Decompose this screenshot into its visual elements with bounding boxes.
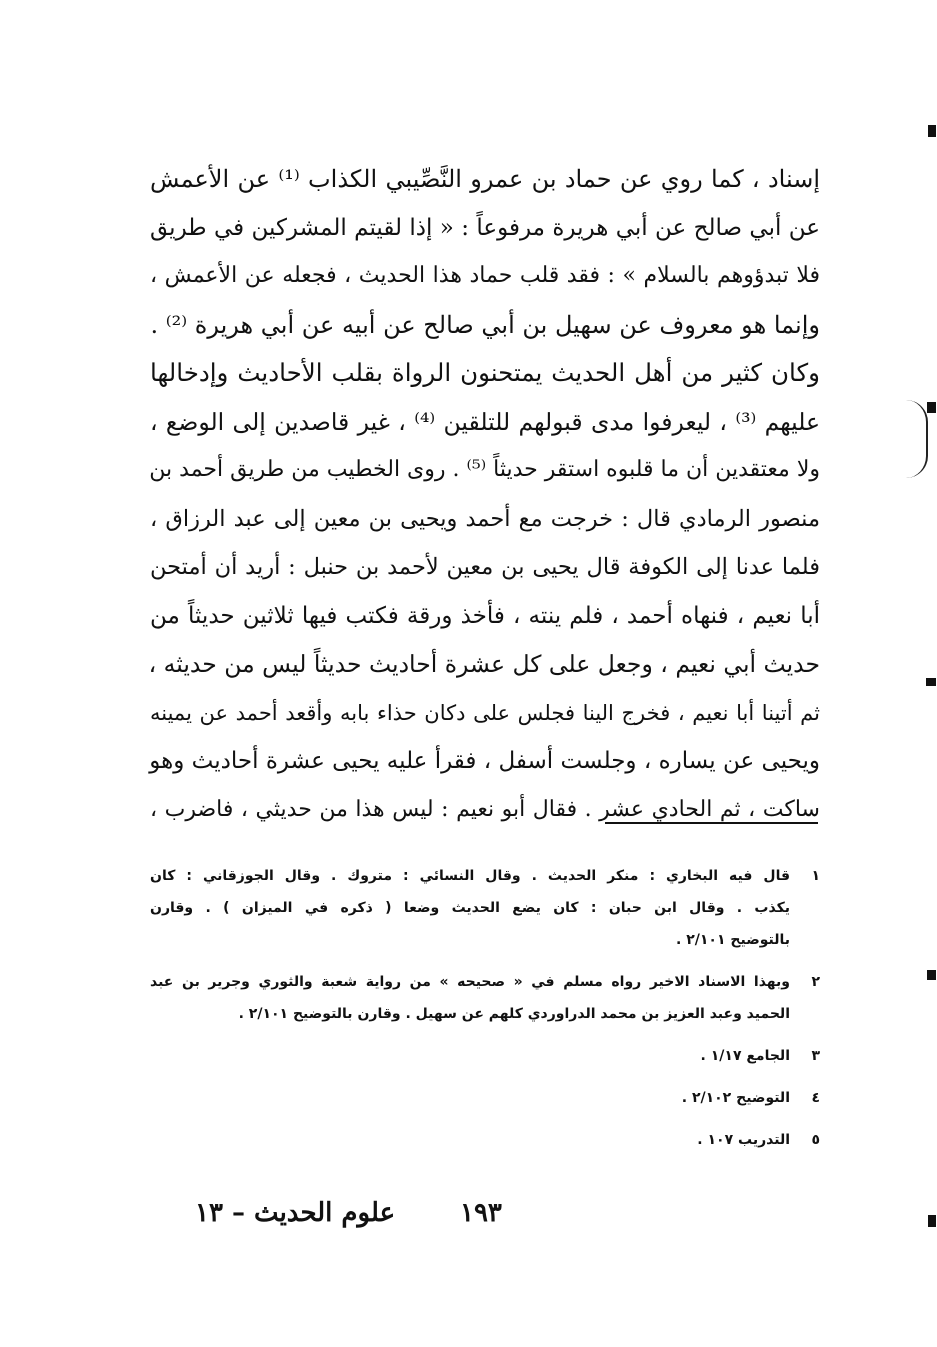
text-line: فلا تبدؤوهم بالسلام » : فقد قلب حماد هذا الحديث ، فجعله عن الأعمش ، xyxy=(150,263,820,288)
scan-edge-mark xyxy=(928,125,936,137)
book-title: علوم الحديث – ١٣ xyxy=(195,1198,396,1228)
footnote-separator xyxy=(605,822,818,824)
footnote-number: ٤ xyxy=(811,1090,820,1106)
footnote-line: قال فيه البخاري : منكر الحديث . وقال النسائي : متروك . وقال الجوزقاني : كان xyxy=(150,868,790,884)
footnote-line: بالتوضيح ٢/١٠١ . xyxy=(676,932,790,948)
footnote xyxy=(150,1082,820,1114)
text-line: وكان كثير من أهل الحديث يمتحنون الرواة بقلب الأحاديث وإدخالها xyxy=(150,358,820,387)
text-line: وإنما هو معروف عن سهيل بن أبي صالح عن أبيه عن أبي هريرة ⁽²⁾ . xyxy=(150,310,820,339)
text-line: عن أبي صالح عن أبي هريرة مرفوعاً : « إذا لقيتم المشركين في طريق xyxy=(150,214,820,241)
page-footer xyxy=(150,1198,820,1238)
footnote-number: ٣ xyxy=(811,1048,820,1064)
text-line: ويحيى عن يساره ، وجلست أسفل ، فقرأ عليه يحيى عشرة أحاديث وهو xyxy=(149,748,820,774)
text-line: فلما عدنا إلى الكوفة قال يحيى بن معين لأحمد بن حنبل : أريد أن أمتحن xyxy=(150,554,820,580)
text-line: أبا نعيم ، فنهاه أحمد ، فلم ينته ، فأخذ ورقة فكتب فيها ثلاثين حديثاً من xyxy=(150,602,820,629)
footnote-number: ١ xyxy=(811,868,820,884)
footnote-number: ٥ xyxy=(811,1132,820,1148)
footnote xyxy=(150,1124,820,1156)
text-line: ثم أتينا أبا نعيم ، فخرج الينا فجلس على دكان حذاء بابه وأقعد أحمد عن يمينه xyxy=(150,700,820,725)
footnote-line: الحميد وعبد العزيز بن محمد الدراوردي كلهم عن سهيل . وقارن بالتوضيح ٢/١٠١ . xyxy=(238,1006,790,1022)
footnote-line: التدريب ١٠٧ . xyxy=(697,1132,790,1148)
main-text xyxy=(150,155,820,834)
text-line: منصور الرمادي قال : خرجت مع أحمد ويحيى بن معين إلى عبد الرزاق ، xyxy=(150,505,820,532)
footnote-line: التوضيح ٢/١٠٢ . xyxy=(681,1090,790,1106)
scan-edge-mark xyxy=(928,1215,936,1227)
footnote-line: وبهذا الاسناد الاخير رواه مسلم في « صحيحه » من رواية شعبة والثوري وجرير بن عبد xyxy=(150,974,790,990)
scan-edge-mark xyxy=(926,678,936,686)
text-line: ولا معتقدين أن ما قلبوه استقر حديثاً ⁽⁵⁾ . روى الخطيب من طريق أحمد بن xyxy=(149,457,820,482)
footnote xyxy=(150,1040,820,1072)
footnote xyxy=(150,966,820,1030)
text-line: ساكت ، ثم الحادي عشر . فقال أبو نعيم : ليس هذا من حديثي ، فاضرب ، xyxy=(150,796,820,822)
text-line: حديث أبي نعيم ، وجعل على كل عشرة أحاديث حديثاً ليس من حديثه ، xyxy=(148,650,820,678)
page-number: ١٩٣ xyxy=(460,1198,502,1228)
margin-bracket xyxy=(906,400,928,478)
scan-edge-mark xyxy=(927,402,936,413)
footnote xyxy=(150,860,820,956)
footnotes xyxy=(150,860,820,1166)
scan-edge-mark xyxy=(927,970,936,980)
footnote-line: الجامع ١/١٧ . xyxy=(700,1048,790,1064)
footnote-number: ٢ xyxy=(811,974,820,990)
text-line: إسناد ، كما روي عن حماد بن عمرو النَّصِّيبي الكذاب ⁽¹⁾ عن الأعمش xyxy=(150,165,820,193)
footnote-line: يكذب . وقال ابن حبان : كان يضع الحديث وضعا ( ذكره في الميزان ) . وقارن xyxy=(150,900,790,916)
text-line: عليهم ⁽³⁾ ، ليعرفوا مدى قبولهم للتلقين ⁽⁴⁾ ، غير قاصدين إلى الوضع ، xyxy=(150,407,821,436)
